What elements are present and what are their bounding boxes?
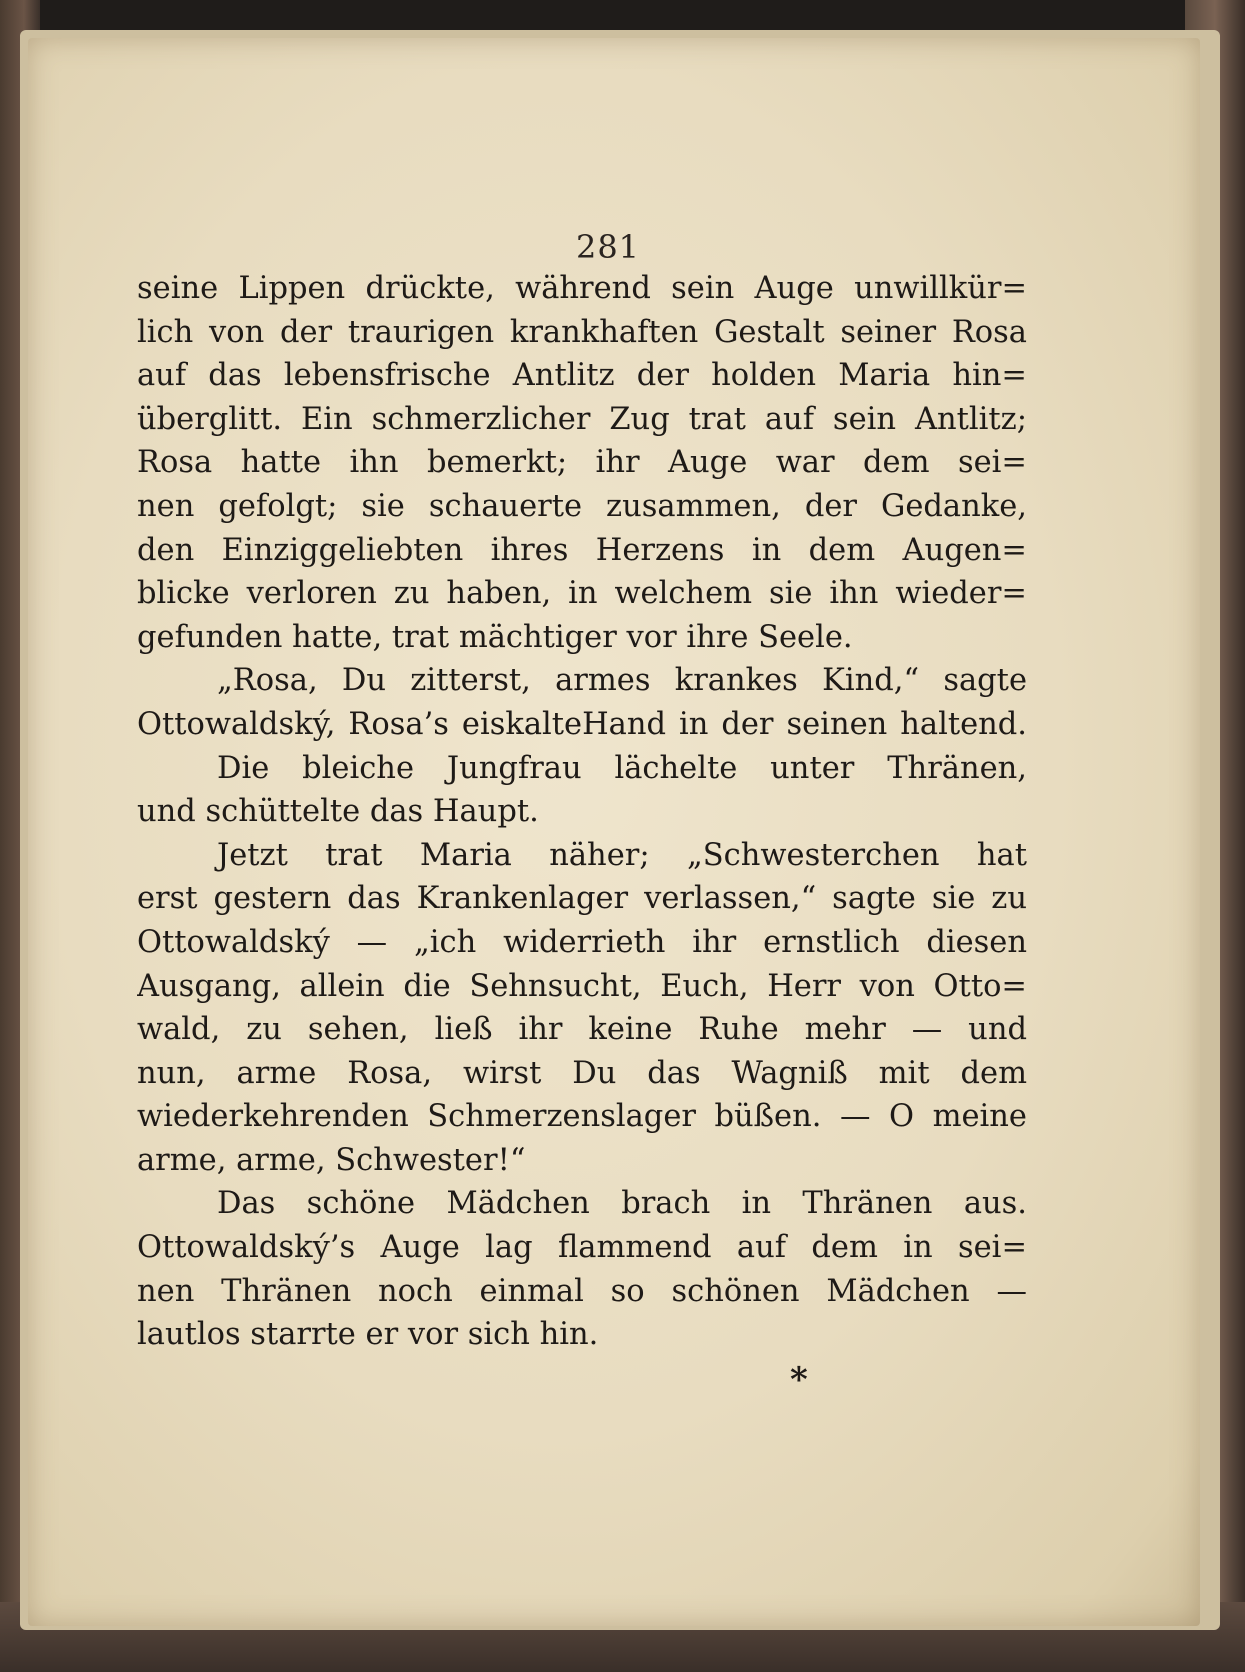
text-line: Das schöne Mädchen brach in Thränen aus. [217,1186,1027,1222]
text-line: lautlos starrte er vor sich hin. [137,1317,599,1353]
book-page [28,38,1200,1626]
text-line: den Einziggeliebten ihres Herzens in dem Augen= [137,532,1027,568]
text-line: seine Lippen drückte, während sein Auge unwillkür= [137,271,1027,306]
text-line: nen gefolgt; sie schauerte zusammen, der Gedanke, [137,488,1027,524]
text-line: arme, arme, Schwester!“ [137,1142,526,1178]
text-line: Ottowaldský — „ich widerrieth ihr ernstlich diesen [137,924,1027,960]
text-line: nen Thränen noch einmal so schönen Mädchen — [137,1273,1027,1309]
text-line: Rosa hatte ihn bemerkt; ihr Auge war dem sei= [137,445,1027,481]
text-line: nun, arme Rosa, wirst Du das Wagniß mit dem [137,1055,1027,1091]
text-line: Ottowaldský’s Auge lag flammend auf dem in sei= [137,1230,1027,1266]
body-text [137,267,1027,1357]
text-line: Ausgang, allein die Sehnsucht, Euch, Herr von Otto= [137,968,1027,1004]
text-line: und schüttelte das Haupt. [137,794,539,830]
text-line: auf das lebensfrische Antlitz der holden Maria hin= [137,358,1027,394]
text-line: lich von der traurigen krankhaften Gestalt seiner Rosa [137,314,1027,350]
text-line: Jetzt trat Maria näher; „Schwesterchen hat [217,837,1027,873]
text-line: blicke verloren zu haben, in welchem sie ihn wieder= [137,576,1027,612]
text-line: wald, zu sehen, ließ ihr keine Ruhe mehr — und [137,1012,1027,1048]
text-line: „Rosa, Du zitterst, armes krankes Kind,“ sagte [217,663,1027,699]
text-line: wiederkehrenden Schmerzenslager büßen. — O meine [137,1099,1027,1135]
text-line: überglitt. Ein schmerzlicher Zug trat auf sein Antlitz; [137,401,1027,437]
page-number: 281 [575,228,641,266]
text-line: Ottowaldský, Rosa’s eiskalteHand in der seinen haltend. [137,706,1027,742]
text-line: gefunden hatte, trat mächtiger vor ihre Seele. [137,619,853,655]
text-line: Die bleiche Jungfrau lächelte unter Thränen, [217,750,1027,786]
section-end-asterisk: * [790,1360,808,1400]
text-line: erst gestern das Krankenlager verlassen,“ sagte sie zu [137,881,1027,917]
